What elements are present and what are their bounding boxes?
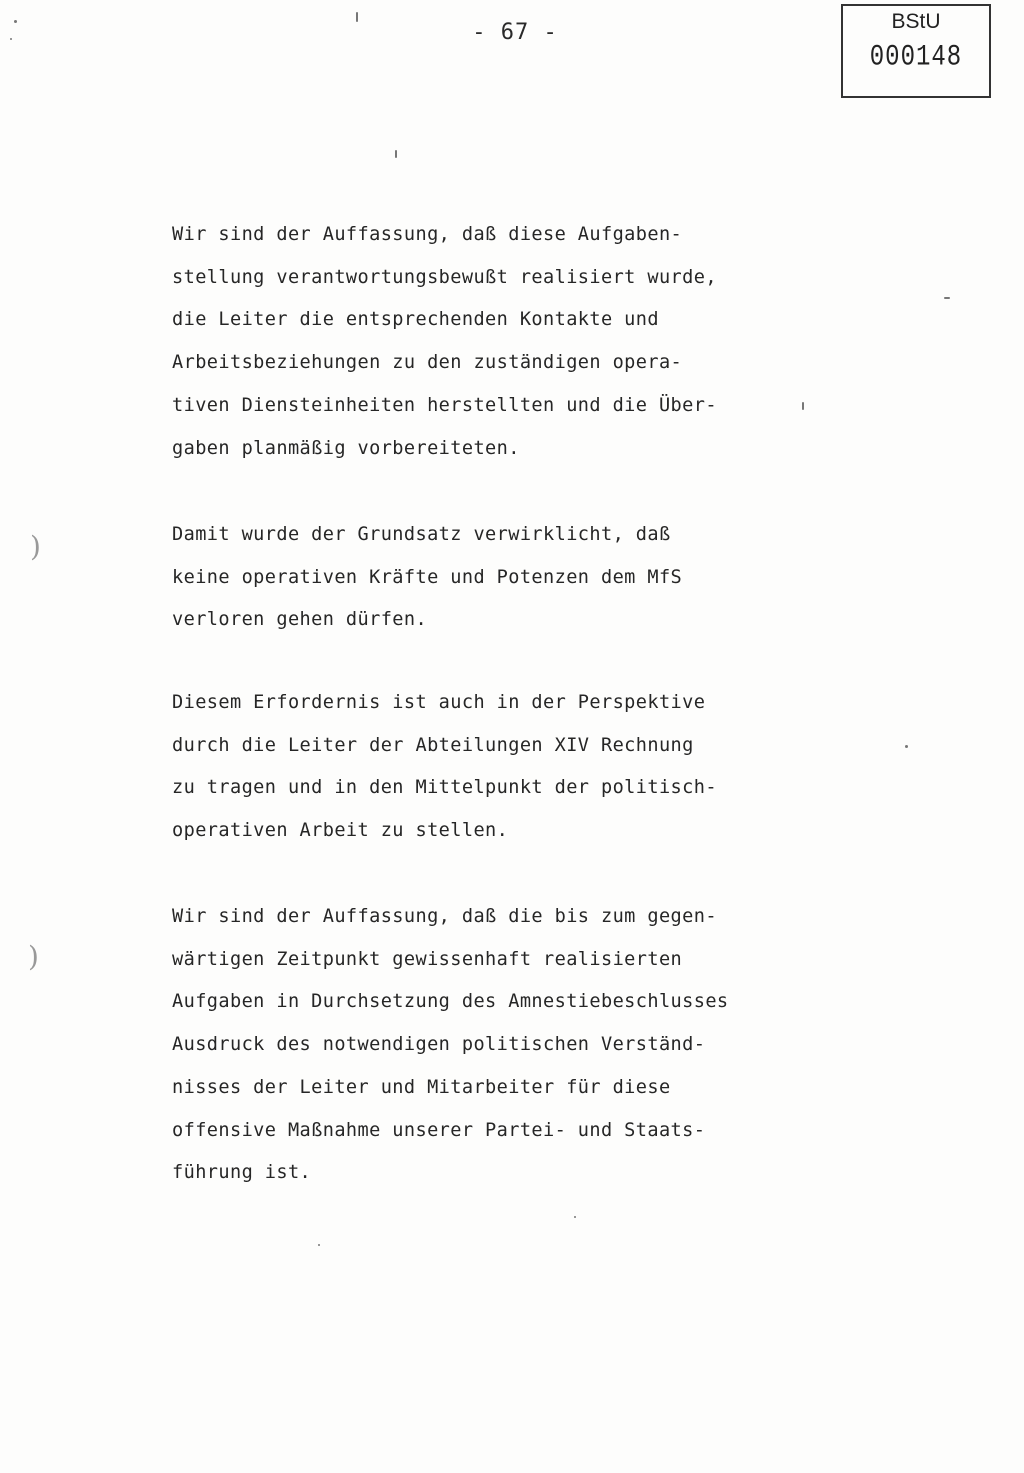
scan-speck xyxy=(944,297,950,299)
scan-speck xyxy=(574,1216,576,1218)
punch-hole-mark: ) xyxy=(28,940,39,973)
text-line: stellung verantwortungsbewußt realisiert wurde, xyxy=(172,266,717,288)
scan-speck xyxy=(10,38,12,40)
paragraph xyxy=(172,514,812,642)
scan-speck xyxy=(395,150,397,158)
archive-stamp xyxy=(841,4,991,98)
scan-speck xyxy=(318,1244,320,1246)
scan-speck xyxy=(905,745,908,748)
punch-hole-mark: ) xyxy=(30,530,41,563)
stamp-label: BStU xyxy=(891,10,941,33)
text-line: Wir sind der Auffassung, daß die bis zum gegen- xyxy=(172,906,717,927)
text-line: tiven Diensteinheiten herstellten und die Über- xyxy=(172,394,717,416)
text-line: wärtigen Zeitpunkt gewissenhaft realisierten xyxy=(172,948,683,970)
text-line: durch die Leiter der Abteilungen XIV Rechnung xyxy=(172,734,694,756)
scan-speck xyxy=(356,12,358,22)
text-line: zu tragen und in den Mittelpunkt der politisch- xyxy=(172,777,717,799)
scan-speck xyxy=(802,402,804,410)
text-line: Diesem Erfordernis ist auch in der Perspektive xyxy=(172,692,706,713)
text-line: keine operativen Kräfte und Potenzen dem MfS xyxy=(172,566,683,588)
text-line: Aufgaben in Durchsetzung des Amnestiebeschlusses xyxy=(172,991,729,1013)
page-number: - 67 - xyxy=(472,20,558,45)
text-line: Wir sind der Auffassung, daß diese Aufgaben- xyxy=(172,224,683,245)
paragraph xyxy=(172,682,812,853)
text-line: führung ist. xyxy=(172,1162,312,1184)
text-line: die Leiter die entsprechenden Kontakte und xyxy=(172,309,659,331)
paragraph xyxy=(172,214,812,470)
text-line: Ausdruck des notwendigen politischen Verständ- xyxy=(172,1034,706,1056)
text-line: gaben planmäßig vorbereiteten. xyxy=(172,437,520,459)
text-line: Damit wurde der Grundsatz verwirklicht, daß xyxy=(172,524,671,545)
text-line: Arbeitsbeziehungen zu den zuständigen opera- xyxy=(172,352,683,374)
text-line: verloren gehen dürfen. xyxy=(172,609,428,631)
text-line: offensive Maßnahme unserer Partei- und Staats- xyxy=(172,1119,706,1141)
text-line: operativen Arbeit zu stellen. xyxy=(172,820,509,842)
text-line: nisses der Leiter und Mitarbeiter für diese xyxy=(172,1076,671,1098)
stamp-number: 000148 xyxy=(869,40,963,75)
scan-speck xyxy=(14,20,17,23)
paragraph xyxy=(172,896,812,1195)
